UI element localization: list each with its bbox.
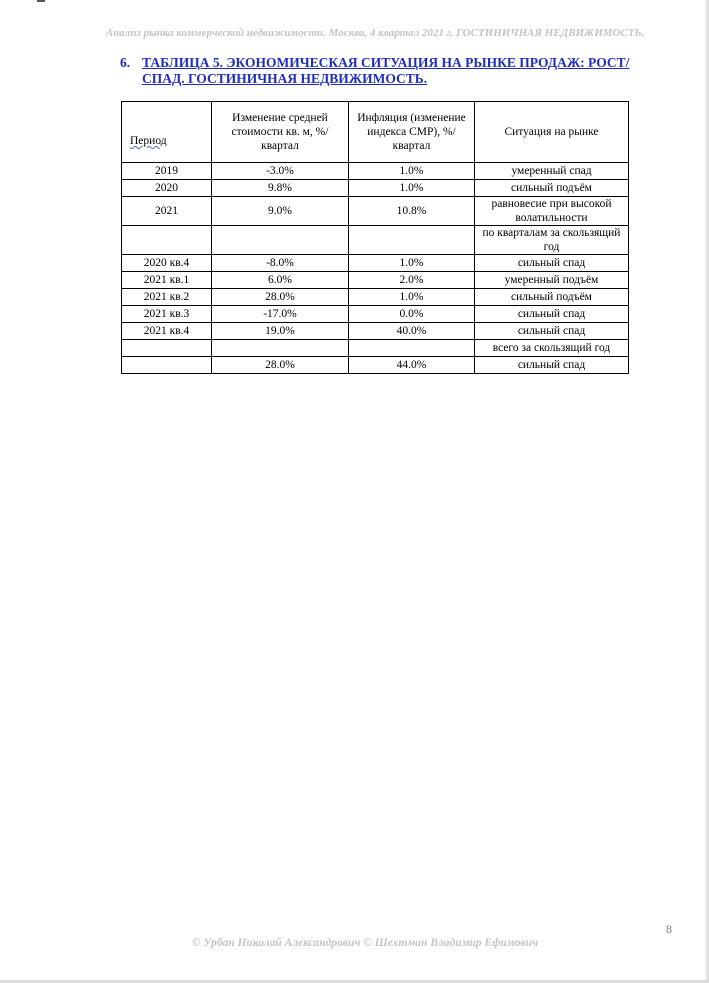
cell-market-situation: сильный подъём: [475, 180, 629, 197]
cell-inflation: 2.0%: [349, 272, 475, 289]
cell-market-situation: по кварталам за скользящий год: [475, 226, 629, 255]
cell-market-situation: сильный спад: [475, 306, 629, 323]
cell-inflation: 44.0%: [349, 357, 475, 374]
cell-market-situation: всего за скользящий год: [475, 340, 629, 357]
cell-inflation: 1.0%: [349, 255, 475, 272]
market-situation-table: [121, 101, 629, 374]
cell-price-change: 28.0%: [212, 289, 349, 306]
table-row: [122, 197, 629, 226]
cell-price-change: -3.0%: [212, 163, 349, 180]
cell-price-change: -17.0%: [212, 306, 349, 323]
cell-inflation: 1.0%: [349, 163, 475, 180]
table-row: [122, 340, 629, 357]
cell-period: [122, 340, 212, 357]
page-edge-shadow: [705, 0, 709, 983]
cell-market-situation: сильный спад: [475, 323, 629, 340]
cell-price-change: 9.8%: [212, 180, 349, 197]
cell-inflation: [349, 340, 475, 357]
cell-price-change: 28.0%: [212, 357, 349, 374]
cell-period: [122, 357, 212, 374]
cell-period: 2021 кв.3: [122, 306, 212, 323]
cell-market-situation: равновесие при высокой волатильности: [475, 197, 629, 226]
cell-market-situation: сильный подъём: [475, 289, 629, 306]
cell-period: 2019: [122, 163, 212, 180]
running-header: Анализ рынка коммерческой недвижимости. Москва, 4 квартал 2021 г. ГОСТИНИЧНАЯ НЕДВИЖИМОСТЬ.: [105, 27, 645, 39]
cell-inflation: 1.0%: [349, 180, 475, 197]
section-number: 6.: [120, 55, 131, 70]
cell-market-situation: умеренный спад: [475, 163, 629, 180]
table-row: [122, 226, 629, 255]
cell-price-change: -8.0%: [212, 255, 349, 272]
page-corner-mark: [37, 0, 45, 2]
cell-inflation: 1.0%: [349, 289, 475, 306]
table-row: [122, 180, 629, 197]
section-title-link[interactable]: ТАБЛИЦА 5. ЭКОНОМИЧЕСКАЯ СИТУАЦИЯ НА РЫНКЕ ПРОДАЖ: РОСТ/СПАД. ГОСТИНИЧНАЯ НЕДВИЖИМОСТЬ.: [142, 55, 630, 86]
cell-inflation: [349, 226, 475, 255]
table-row: [122, 323, 629, 340]
table-row: [122, 289, 629, 306]
cell-price-change: 9.0%: [212, 197, 349, 226]
header-market-situation: Ситуация на рынке: [475, 102, 629, 163]
header-inflation: Инфляция (изменение индекса СМР), %/квартал: [349, 102, 475, 163]
cell-inflation: 0.0%: [349, 306, 475, 323]
cell-price-change: 19.0%: [212, 323, 349, 340]
footer-copyright: © Урбан Николай Александрович © Шехтман Владимир Ефимович: [191, 937, 539, 949]
cell-period: 2021: [122, 197, 212, 226]
table-row: [122, 163, 629, 180]
cell-inflation: 40.0%: [349, 323, 475, 340]
cell-period: 2020: [122, 180, 212, 197]
cell-price-change: [212, 340, 349, 357]
table-row: [122, 357, 629, 374]
cell-period: 2021 кв.4: [122, 323, 212, 340]
cell-market-situation: сильный спад: [475, 357, 629, 374]
page-number: 8: [666, 922, 672, 936]
header-price-change: Изменение средней стоимости кв. м, %/квартал: [212, 102, 349, 163]
table-row: [122, 306, 629, 323]
cell-inflation: 10.8%: [349, 197, 475, 226]
cell-period: 2021 кв.1: [122, 272, 212, 289]
cell-market-situation: умеренный подъём: [475, 272, 629, 289]
cell-price-change: [212, 226, 349, 255]
table-header-row: [122, 102, 629, 163]
table-row: [122, 255, 629, 272]
cell-period: [122, 226, 212, 255]
cell-price-change: 6.0%: [212, 272, 349, 289]
table-body: [122, 163, 629, 374]
cell-period: 2021 кв.2: [122, 289, 212, 306]
header-period: [122, 102, 212, 163]
table-row: [122, 272, 629, 289]
header-period-label: Период: [130, 135, 167, 147]
cell-market-situation: сильный спад: [475, 255, 629, 272]
cell-period: 2020 кв.4: [122, 255, 212, 272]
